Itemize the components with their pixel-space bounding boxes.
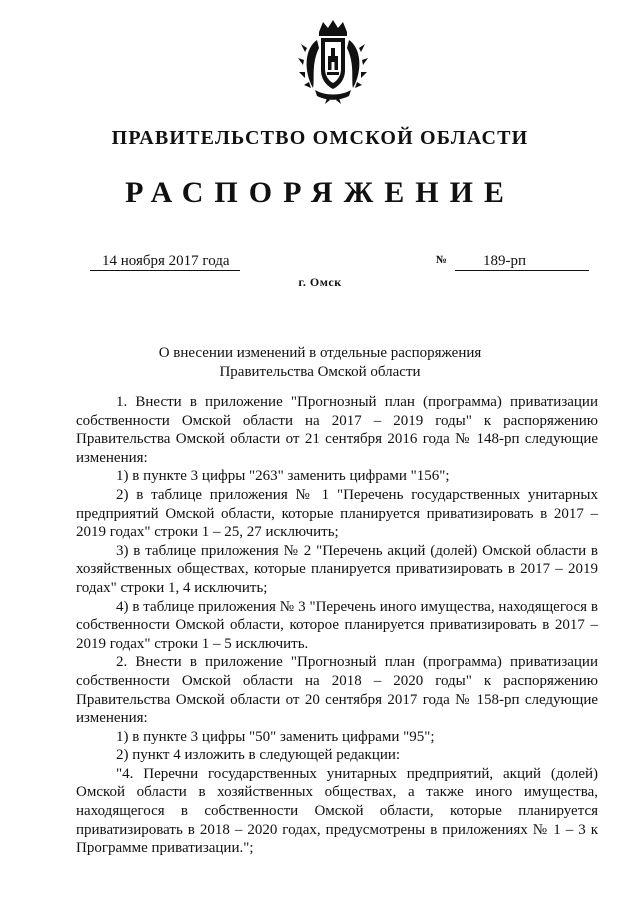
subject-line: О внесении изменений в отдельные распоряжения [158, 345, 482, 361]
number-label: № [436, 254, 448, 266]
subject-line: Правительства Омской области [219, 364, 421, 380]
document-body [76, 393, 598, 858]
document-type-title: РАСПОРЯЖЕНИЕ [125, 176, 515, 209]
body-paragraph: 2) в таблице приложения № 1 "Перечень государственных унитарных предприятий Омской области, которые планируется приватизировать в 2017 – 2019 годах" строки 1 – 25, 27 исключить; [76, 486, 598, 541]
body-paragraph: 1) в пункте 3 цифры "263" заменить цифрами "156"; [116, 468, 450, 485]
body-paragraph: 2) пункт 4 изложить в следующей редакции: [116, 747, 401, 764]
document-number: 189-рп [455, 252, 589, 271]
body-paragraph: 4) в таблице приложения № 3 "Перечень иного имущества, находящегося в собственности Омской области, которое планируется приватизировать в 2017 – 2019 годах" строки 1 – 5 исключить. [76, 598, 598, 652]
omsk-coat-of-arms-icon [297, 18, 369, 104]
document-subject [0, 344, 640, 382]
body-paragraph: 1) в пункте 3 цифры "50" заменить цифрами "95"; [116, 728, 435, 745]
body-paragraph: 1. Внести в приложение "Прогнозный план (программа) приватизации собственности Омской области на 2017 – 2019 годы" к распоряжению Правительства Омской области от 21 сентября 2016 года № 148-рп следующие изменения: [76, 394, 598, 466]
body-paragraph: 2. Внести в приложение "Прогнозный план (программа) приватизации собственности Омской области на 2018 – 2020 годы" к распоряжению Правительства Омской области от 20 сентября 2017 года № 158-рп следующие изменения: [76, 654, 598, 727]
body-paragraph: "4. Перечни государственных унитарных предприятий, акций (долей) Омской области в хозяйственных обществах, а также иного имущества, находящегося в собственности Омской области, которые планируется приватизировать в 2018 – 2020 годах, предусмотрены в приложениях № 1 – 3 к Программе приватизации."; [76, 765, 598, 857]
body-paragraph: 3) в таблице приложения № 2 "Перечень акций (долей) Омской области в хозяйственных обществах, которые планируется приватизировать в 2017 – 2019 годах" строки 1, 4 исключить; [76, 542, 598, 596]
document-date: 14 ноября 2017 года [90, 252, 240, 271]
document-city: г. Омск [298, 275, 342, 289]
government-title: ПРАВИТЕЛЬСТВО ОМСКОЙ ОБЛАСТИ [111, 127, 529, 149]
